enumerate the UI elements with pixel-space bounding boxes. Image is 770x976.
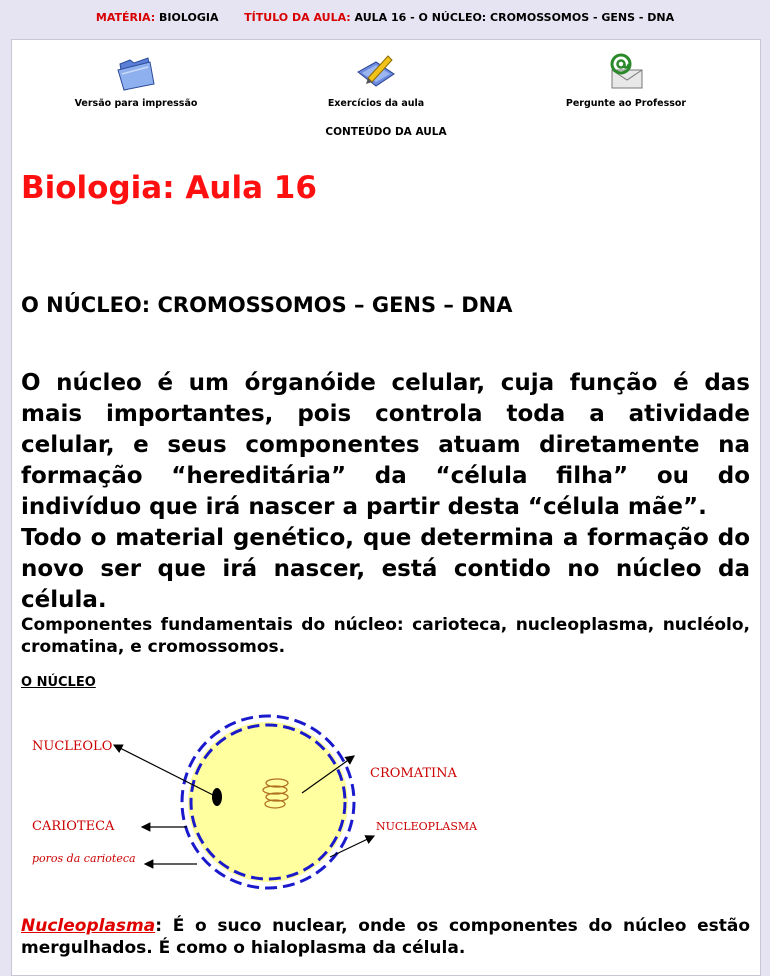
paragraph-1: O núcleo é um órganóide celular, cuja função é das mais importantes, pois controla toda a atividade celular, e seus componentes atuam diretamente na formação “hereditária” da “célula filha” ou do indivíduo que irá nascer a partir desta “célula mãe”. — [21, 370, 750, 520]
lesson-subtitle: O NÚCLEO: CROMOSSOMOS – GENS – DNA — [21, 293, 513, 317]
ask-professor-link[interactable] — [526, 52, 726, 109]
definition-text: : É o suco nuclear, onde os componentes do núcleo estão mergulhados. É como o hialoplasma da célula. — [21, 916, 750, 958]
exercises-label: Exercícios da aula — [327, 98, 425, 109]
exercises-link[interactable] — [276, 52, 476, 109]
label-carioteca: CARIOTECA — [32, 819, 115, 834]
ask-professor-label: Pergunte ao Professor — [565, 98, 687, 109]
nucleoplasm-definition — [21, 915, 750, 959]
content-panel — [11, 39, 761, 976]
label-cromatina: CROMATINA — [370, 766, 457, 781]
nucleus-diagram — [12, 708, 492, 898]
nucleus-body — [188, 722, 348, 882]
label-nucleoplasma: NUCLEOPLASMA — [376, 820, 478, 833]
pencil-book-icon — [354, 52, 398, 92]
components-paragraph: Componentes fundamentais do núcleo: carioteca, nucleoplasma, nucléolo, cromatina, e cromossomos. — [21, 615, 750, 657]
print-version-link[interactable] — [36, 52, 236, 109]
label-poros: poros da carioteca — [32, 852, 136, 865]
paragraph-2: Todo o material genético, que determina a formação do novo ser que irá nascer, está contido no núcleo da célula. — [21, 525, 750, 613]
print-version-label: Versão para impressão — [74, 98, 198, 109]
definition-term: Nucleoplasma — [21, 916, 156, 936]
section-heading: O NÚCLEO — [21, 675, 96, 690]
folder-icon — [114, 52, 158, 92]
materia-value: BIOLOGIA — [159, 11, 219, 24]
intro-paragraphs — [21, 368, 750, 616]
content-section-label: CONTEÚDO DA AULA — [325, 126, 447, 138]
titulo-label: TÍTULO DA AULA: — [244, 11, 351, 24]
titulo-value: AULA 16 - O NÚCLEO: CROMOSSOMOS - GENS - DNA — [354, 11, 675, 24]
materia-label: MATÉRIA: — [95, 11, 156, 24]
lesson-header-bar — [0, 0, 770, 36]
label-nucleolo: NUCLEOLO — [32, 739, 113, 754]
email-letter-icon — [604, 52, 648, 92]
lesson-title: Biologia: Aula 16 — [21, 170, 317, 206]
